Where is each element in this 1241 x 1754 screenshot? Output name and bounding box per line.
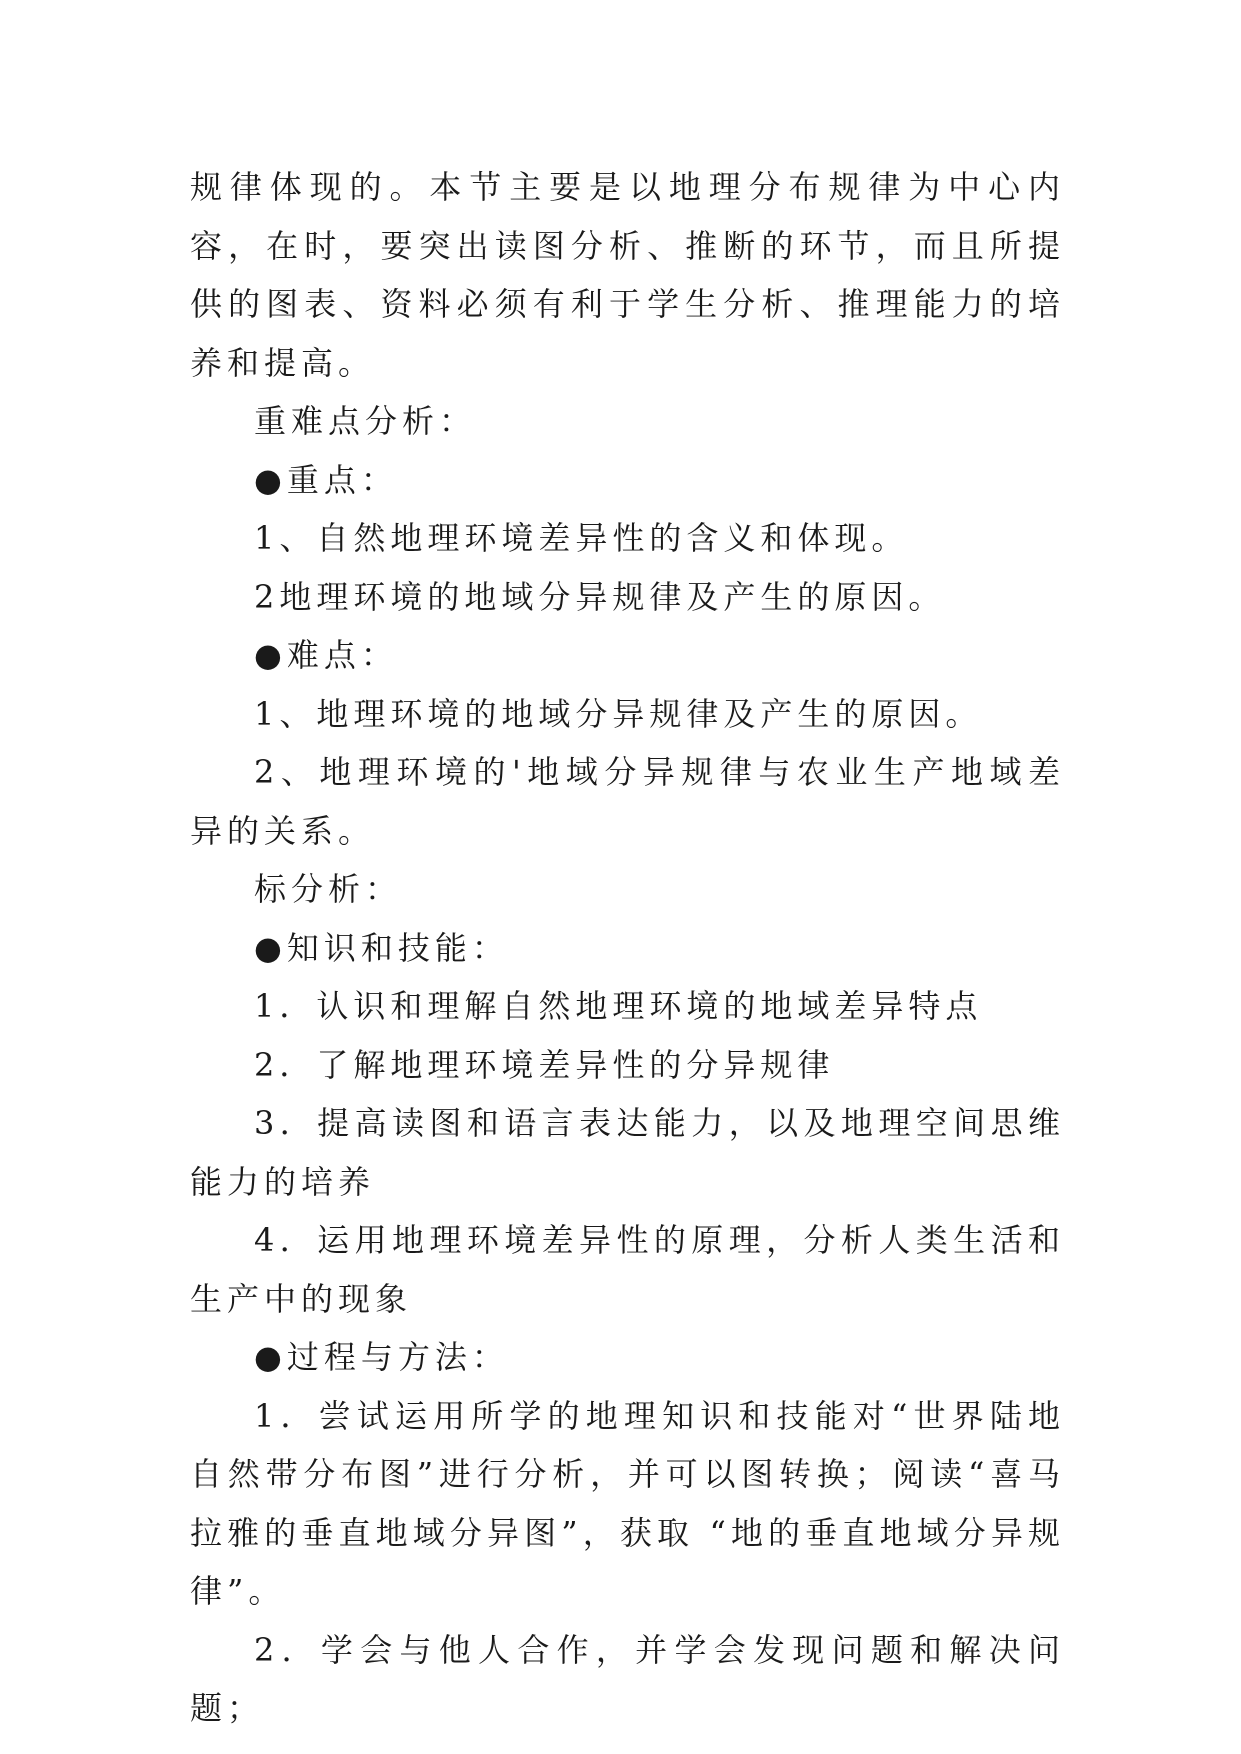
- heading-key-difficult-analysis: 重难点分析：: [254, 402, 477, 440]
- document-body: [190, 158, 1065, 1738]
- difficult-point-2: 2、地理环境的'地域分异规律与农业生产地域差异的关系。: [190, 753, 1065, 850]
- knowledge-item-2: 2．了解地理环境差异性的分异规律: [254, 1045, 835, 1084]
- process-item-1: 1．尝试运用所学的地理知识和技能对“世界陆地自然带分布图”进行分析，并可以图转换；阅读“喜马拉雅的垂直地域分异图”，获取 “地的垂直地域分异规律”。: [190, 1396, 1065, 1610]
- knowledge-item-4: 4．运用地理环境差异性的原理，分析人类生活和生产中的现象: [190, 1221, 1065, 1318]
- difficult-point-1: 1、地理环境的地域分异规律及产生的原因。: [254, 694, 983, 733]
- bullet-process-method: ●过程与方法：: [254, 1338, 509, 1376]
- heading-objective-analysis: 标分析：: [254, 870, 403, 908]
- knowledge-item-1: 1．认识和理解自然地理环境的地域差异特点: [254, 987, 983, 1025]
- knowledge-item-3: 3．提高读图和语言表达能力，以及地理空间思维能力的培养: [190, 1104, 1065, 1201]
- key-point-2: 2地理环境的地域分异规律及产生的原因。: [254, 577, 946, 616]
- key-point-1: 1、自然地理环境差异性的含义和体现。: [254, 519, 909, 557]
- process-item-2: 2．学会与他人合作，并学会发现问题和解决问题；: [190, 1630, 1065, 1727]
- bullet-key-points: ●重点：: [254, 460, 398, 499]
- bullet-difficult-points: ●难点：: [254, 636, 398, 674]
- bullet-knowledge-skills: ●知识和技能：: [254, 928, 509, 967]
- paragraph-intro-continuation: 规律体现的。本节主要是以地理分布规律为中心内容，在时，要突出读图分析、推断的环节，而且所提供的图表、资料必须有利于学生分析、推理能力的培养和提高。: [190, 168, 1065, 382]
